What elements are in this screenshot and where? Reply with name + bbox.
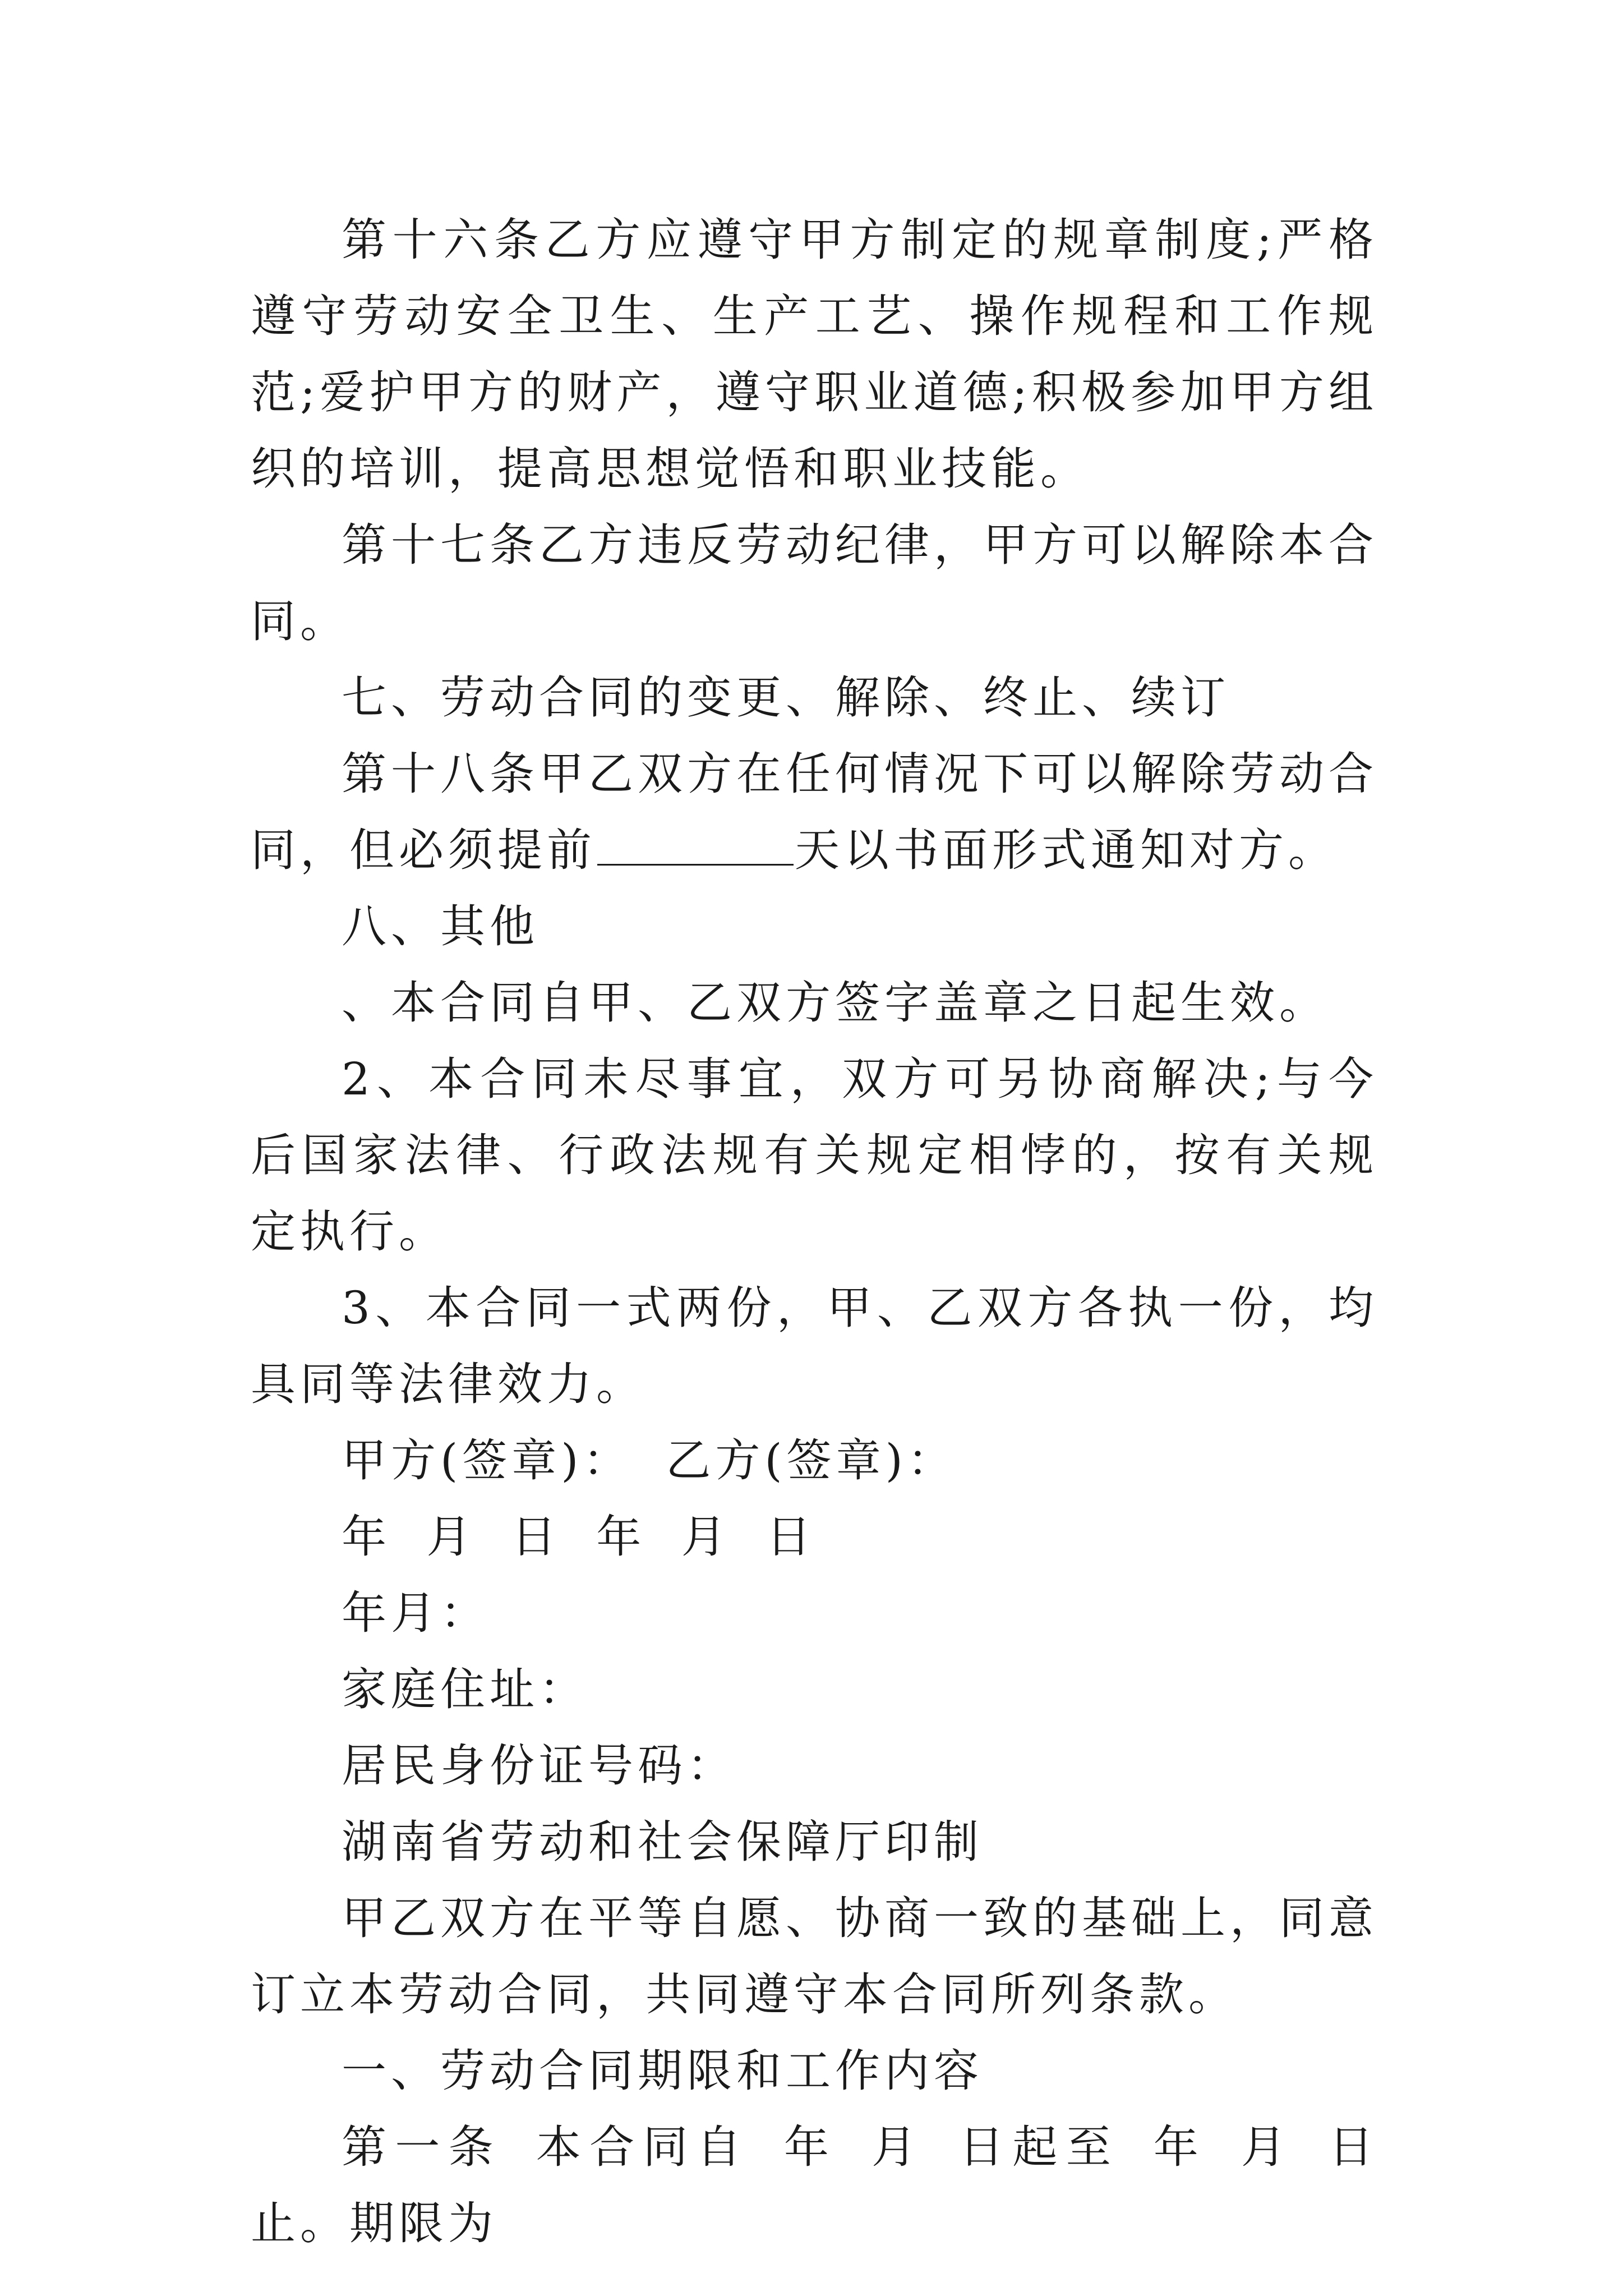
home-address-field: 家庭住址：: [342, 1663, 588, 1715]
paragraph-article-1: 第一条 本合同自 年 月 日起至 年 月 日止。期限为: [251, 2121, 1378, 2249]
paragraph-article-17: 第十七条乙方违反劳动纪律，甲方可以解除本合同。: [251, 519, 1378, 647]
section-heading-1: 一、劳动合同期限和工作内容: [342, 2045, 983, 2097]
document-body: [251, 202, 1378, 2262]
paragraph-article-18: [251, 736, 1378, 889]
section-heading-8: 八、其他: [342, 900, 539, 953]
party-a-signature-label: 甲方(签章)：: [342, 1434, 633, 1487]
signature-line: [251, 1423, 1378, 1499]
article-18-text-before: 第十八条甲乙双方在任何情况下可以解除劳动合同，但必须提前: [251, 748, 1378, 876]
paragraph-other-3: 3、本合同一式两份，甲、乙双方各执一份，均具同等法律效力。: [251, 1282, 1378, 1410]
year-month-field: 年月：: [342, 1587, 490, 1639]
paragraph-article-16: 第十六条乙方应遵守甲方制定的规章制度;严格遵守劳动安全卫生、生产工艺、操作规程和工作规范;爱护甲方的财产，遵守职业道德;积极参加甲方组织的培训，提高思想觉悟和职业技能。: [251, 214, 1378, 495]
paragraph-other-2: 2、本合同未尽事宜，双方可另协商解决;与今后国家法律、行政法规有关规定相悖的，按有关规定执行。: [251, 1053, 1378, 1258]
issuer-line: 湖南省劳动和社会保障厅印制: [342, 1816, 983, 1868]
id-number-field: 居民身份证号码：: [342, 1740, 736, 1792]
date-line: 年 月 日 年 月 日: [342, 1511, 816, 1563]
notice-days-blank: [597, 819, 794, 866]
contract-preamble: 甲乙双方在平等自愿、协商一致的基础上，同意订立本劳动合同，共同遵守本合同所列条款。: [251, 1892, 1378, 2021]
article-18-text-after: 天以书面形式通知对方。: [795, 824, 1338, 876]
paragraph-other-1: 、本合同自甲、乙双方签字盖章之日起生效。: [342, 977, 1329, 1029]
section-heading-7: 七、劳动合同的变更、解除、终止、续订: [342, 671, 1230, 724]
party-b-signature-label: 乙方(签章)：: [666, 1434, 957, 1487]
